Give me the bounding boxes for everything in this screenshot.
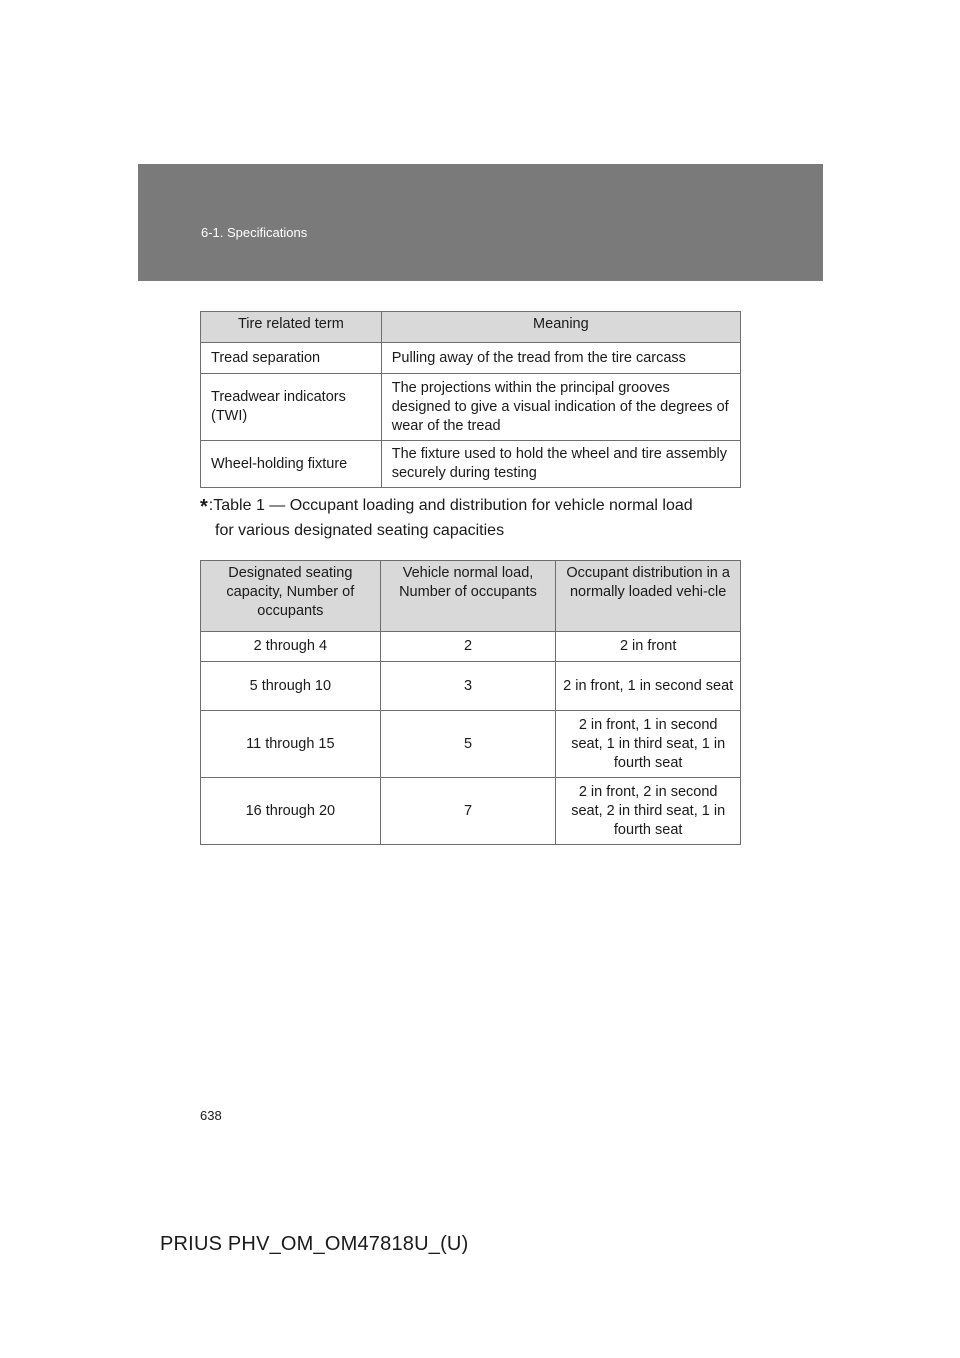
column-header-meaning: Meaning — [381, 312, 740, 343]
meaning-cell: Pulling away of the tread from the tire carcass — [381, 343, 740, 374]
column-header-load: Vehicle normal load, Number of occupants — [380, 561, 556, 632]
capacity-cell: 11 through 15 — [201, 711, 381, 778]
section-label: 6-1. Specifications — [201, 225, 308, 240]
term-cell: Treadwear indicators (TWI) — [201, 374, 382, 441]
capacity-cell: 16 through 20 — [201, 778, 381, 845]
load-cell: 2 — [380, 632, 556, 662]
meaning-cell: The fixture used to hold the wheel and tire assembly securely during testing — [381, 441, 740, 488]
page-number: 638 — [200, 1108, 222, 1123]
header-band — [138, 164, 823, 281]
table-row — [201, 343, 741, 374]
load-cell: 3 — [380, 662, 556, 711]
table-row — [201, 374, 741, 441]
column-header-capacity: Designated seating capacity, Number of occupants — [201, 561, 381, 632]
term-cell: Wheel-holding fixture — [201, 441, 382, 488]
distribution-cell: 2 in front, 1 in second seat — [556, 662, 741, 711]
distribution-cell: 2 in front — [556, 632, 741, 662]
footnote-marker: * — [200, 496, 208, 518]
table-footnote — [200, 494, 737, 543]
occupant-loading-table — [200, 560, 741, 845]
column-header-distribution: Occupant distribution in a normally loaded vehi-cle — [556, 561, 741, 632]
meaning-cell: The projections within the principal grooves designed to give a visual indication of the degrees of wear of the tread — [381, 374, 740, 441]
capacity-cell: 2 through 4 — [201, 632, 381, 662]
table-row — [201, 662, 741, 711]
table-header-row — [201, 312, 741, 343]
capacity-cell: 5 through 10 — [201, 662, 381, 711]
table-row — [201, 441, 741, 488]
column-header-term: Tire related term — [201, 312, 382, 343]
table-row — [201, 778, 741, 845]
document-id: PRIUS PHV_OM_OM47818U_(U) — [160, 1233, 469, 1255]
distribution-cell: 2 in front, 1 in second seat, 1 in third seat, 1 in fourth seat — [556, 711, 741, 778]
load-cell: 5 — [380, 711, 556, 778]
load-cell: 7 — [380, 778, 556, 845]
tire-terms-table — [200, 311, 741, 488]
table-header-row — [201, 561, 741, 632]
term-cell: Tread separation — [201, 343, 382, 374]
table-row — [201, 632, 741, 662]
footnote-line-2: for various designated seating capacities — [215, 522, 505, 539]
table-row — [201, 711, 741, 778]
footnote-line-1: :Table 1 — Occupant loading and distribution for vehicle normal load — [208, 497, 693, 514]
distribution-cell: 2 in front, 2 in second seat, 2 in third seat, 1 in fourth seat — [556, 778, 741, 845]
